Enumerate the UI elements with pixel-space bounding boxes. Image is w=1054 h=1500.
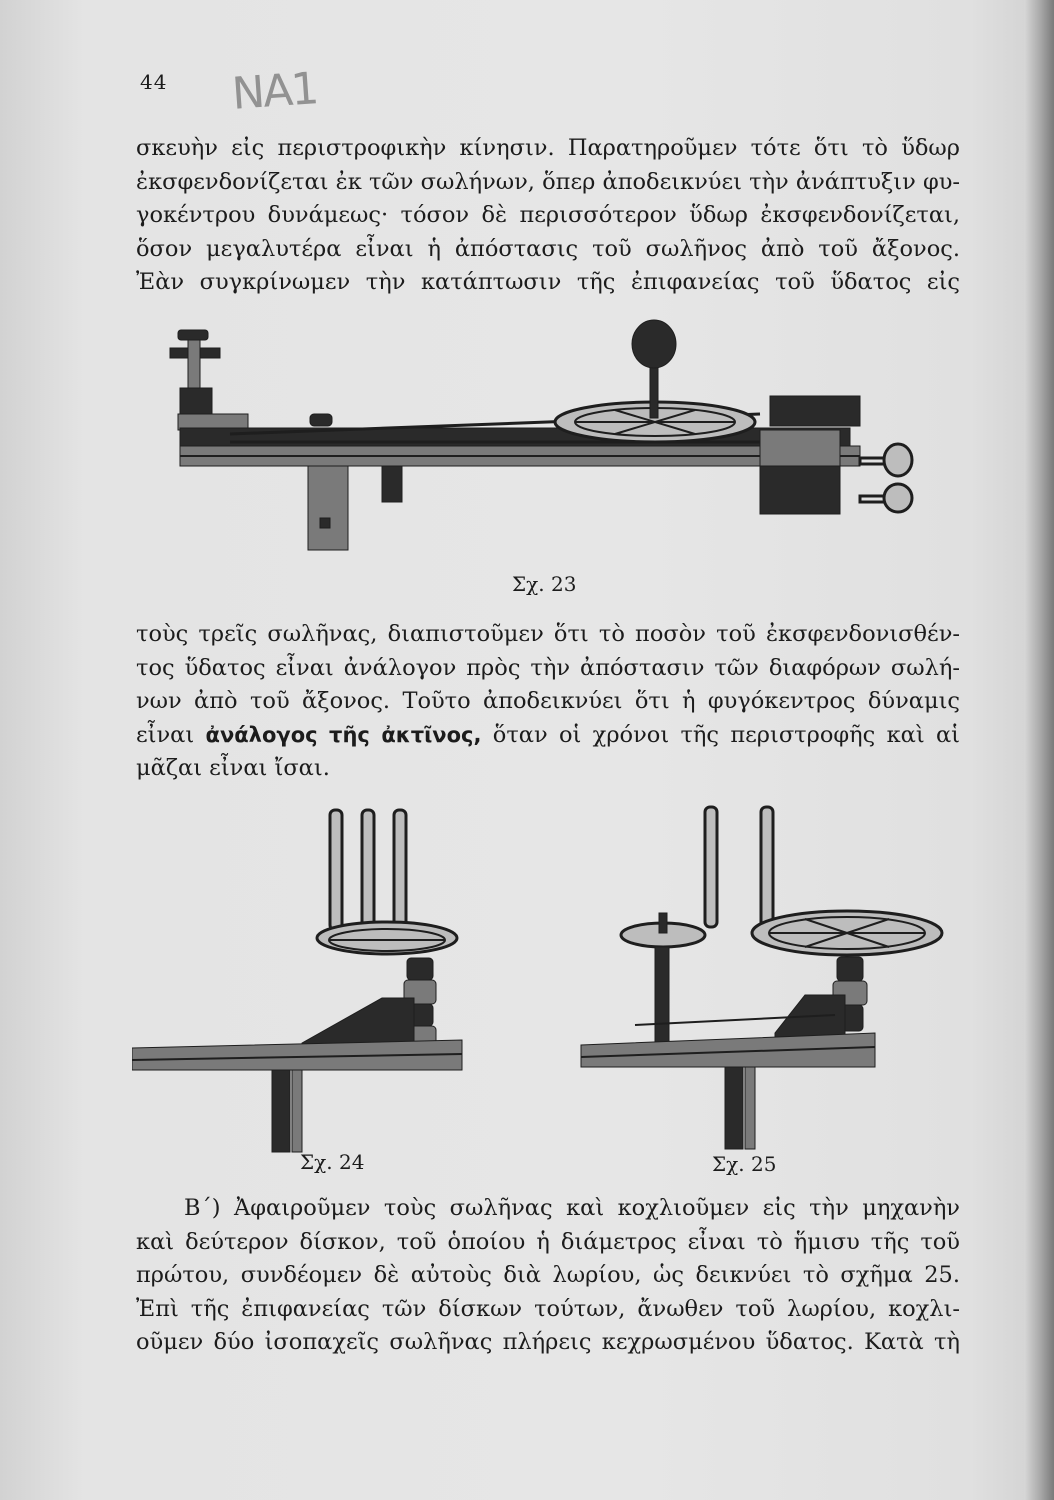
text-line [136,719,960,753]
paragraph-2 [136,618,960,786]
text-line: τοὺς τρεῖς σωλῆνας, διαπιστοῦμεν ὅτι τὸ ποσὸν τοῦ ἐκσφενδονισθέν- [136,621,960,647]
text-line: ὅσον μεγαλυτέρα εἶναι ἡ ἀπόστασις τοῦ σωλῆνος ἀπὸ τοῦ ἄξονος. [136,235,960,262]
text-line: ἐκσφενδονίζεται ἐκ τῶν σωλήνων, ὅπερ ἀποδεικνύει τὴν ἀνάπτυξιν φυ- [136,168,960,195]
text-run: ὅταν οἱ χρόνοι τῆς περιστροφῆς καὶ αἱ [481,721,960,748]
text-line: πρώτου, συνδέομεν δὲ αὐτοὺς διὰ λωρίου, ὡς δεικνύει τὸ σχῆμα 25. [136,1262,960,1288]
figure-23-caption: Σχ. 23 [512,572,577,596]
handwritten-stamp: NA1 [230,63,319,120]
paragraph-1 [136,132,960,300]
text-line: Ἐὰν συγκρίνωμεν τὴν κατάπτωσιν τῆς ἐπιφανείας τοῦ ὕδατος εἰς [136,269,960,295]
paragraph-3 [136,1192,960,1360]
figure-25-caption: Σχ. 25 [712,1152,777,1176]
emphasized-phrase: ἀνάλογος τῆς ἀκτῖνος, [205,722,482,747]
text-line: νων ἀπὸ τοῦ ἄξονος. Τοῦτο ἀποδεικνύει ὅτι ἡ φυγόκεντρος δύναμις [136,688,960,714]
text-line: καὶ δεύτερον δίσκον, τοῦ ὁποίου ἡ διάμετρος εἶναι τὸ ἥμισυ τῆς τοῦ [136,1228,960,1255]
page-binding-edge [1024,0,1054,1500]
figure-24-caption: Σχ. 24 [300,1150,365,1174]
text-line: μᾶζαι εἶναι ἴσαι. [136,755,330,781]
text-line: οῦμεν δύο ἰσοπαχεῖς σωλῆνας πλήρεις κεχρωσμένου ὕδατος. Κατὰ τὴ [136,1329,960,1355]
text-line: τος ὕδατος εἶναι ἀνάλογον πρὸς τὴν ἀπόστασιν τῶν διαφόρων σωλή- [136,654,960,681]
text-line: Ἐπὶ τῆς ἐπιφανείας τῶν δίσκων τούτων, ἄνωθεν τοῦ λωρίου, κοχλι- [136,1295,960,1322]
page-number: 44 [140,70,168,94]
text-line: σκευὴν εἰς περιστροφικὴν κίνησιν. Παρατηροῦμεν τότε ὅτι τὸ ὕδωρ [136,135,960,161]
figure-24-apparatus [132,808,522,1153]
text-line: γοκέντρου δυνάμεως· τόσον δὲ περισσότερον ὕδωρ ἐκσφενδονίζεται, [136,202,960,228]
text-run: εἶναι [136,721,206,748]
figure-25-apparatus [575,805,955,1150]
text-line: Β΄) Ἀφαιροῦμεν τοὺς σωλῆνας καὶ κοχλιοῦμεν εἰς τὴν μηχανὴν [184,1195,960,1221]
figure-23-apparatus [160,318,920,563]
